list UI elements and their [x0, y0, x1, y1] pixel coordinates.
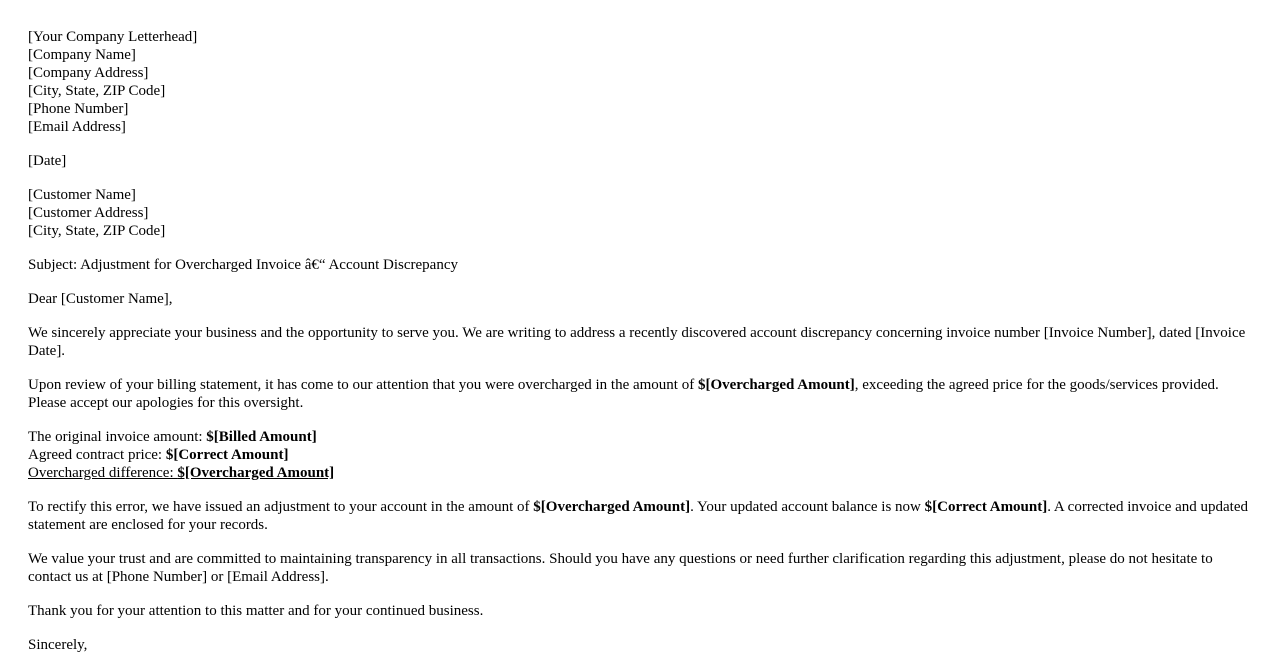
paragraph-adjustment: [28, 498, 1250, 534]
billed-amount-line: [28, 428, 1250, 446]
date-block: [28, 152, 1250, 170]
overcharge-text-before: Upon review of your billing statement, it has come to our attention that you were overcharged in the amount of: [28, 377, 698, 393]
adjustment-text-after: . A corrected invoice and updated statement are enclosed for your records.: [28, 499, 1248, 533]
company-address: [Company Address]: [28, 65, 149, 81]
adjustment-amount: $[Overcharged Amount]: [533, 499, 691, 515]
customer-city-state-zip: [City, State, ZIP Code]: [28, 223, 166, 239]
paragraph-contact: We value your trust and are committed to maintaining transparency in all transactions. Should you have any questions or need further clarification regarding this adjustment, please do not hesitate to contact us at [Phone Number] or [Email Address].: [28, 551, 1213, 585]
company-name: [Company Name]: [28, 47, 136, 63]
closing: Sincerely,: [28, 637, 88, 653]
difference-line: [28, 464, 1250, 482]
adjustment-text-before: To rectify this error, we have issued an adjustment to your account in the amount of: [28, 499, 534, 515]
billed-amount-value: $[Billed Amount]: [206, 429, 317, 445]
paragraph-overcharge: [28, 376, 1250, 412]
company-email: [Email Address]: [28, 119, 126, 135]
updated-balance-amount: $[Correct Amount]: [924, 499, 1048, 515]
company-letterhead: [Your Company Letterhead]: [28, 29, 198, 45]
subject-line: Subject: Adjustment for Overcharged Invoice â€“ Account Discrepancy: [28, 257, 458, 273]
overcharged-amount: $[Overcharged Amount]: [697, 377, 855, 393]
salutation: Dear [Customer Name],: [28, 291, 173, 307]
paragraph-intro: We sincerely appreciate your business and the opportunity to serve you. We are writing to address a recently discovered account discrepancy concerning invoice number [Invoice Number], dated [Invoice Date].: [28, 325, 1246, 359]
sender-block: [28, 28, 1250, 136]
recipient-block: [28, 186, 1250, 240]
paragraph-thanks: Thank you for your attention to this matter and for your continued business.: [28, 603, 484, 619]
company-city-state-zip: [City, State, ZIP Code]: [28, 83, 166, 99]
adjustment-text-middle: . Your updated account balance is now: [690, 499, 925, 515]
difference-value: $[Overcharged Amount]: [177, 465, 335, 481]
customer-address: [Customer Address]: [28, 205, 149, 221]
correct-amount-label: Agreed contract price:: [28, 447, 166, 463]
amount-summary: [28, 428, 1250, 482]
customer-name: [Customer Name]: [28, 187, 136, 203]
difference-label: Overcharged difference:: [28, 465, 178, 481]
overcharge-text-after: , exceeding the agreed price for the goods/services provided. Please accept our apologies for this oversight.: [28, 377, 1219, 411]
billed-amount-label: The original invoice amount:: [28, 429, 207, 445]
correct-amount-line: [28, 446, 1250, 464]
company-phone: [Phone Number]: [28, 101, 129, 117]
correct-amount-value: $[Correct Amount]: [165, 447, 289, 463]
letter-date: [Date]: [28, 153, 67, 169]
